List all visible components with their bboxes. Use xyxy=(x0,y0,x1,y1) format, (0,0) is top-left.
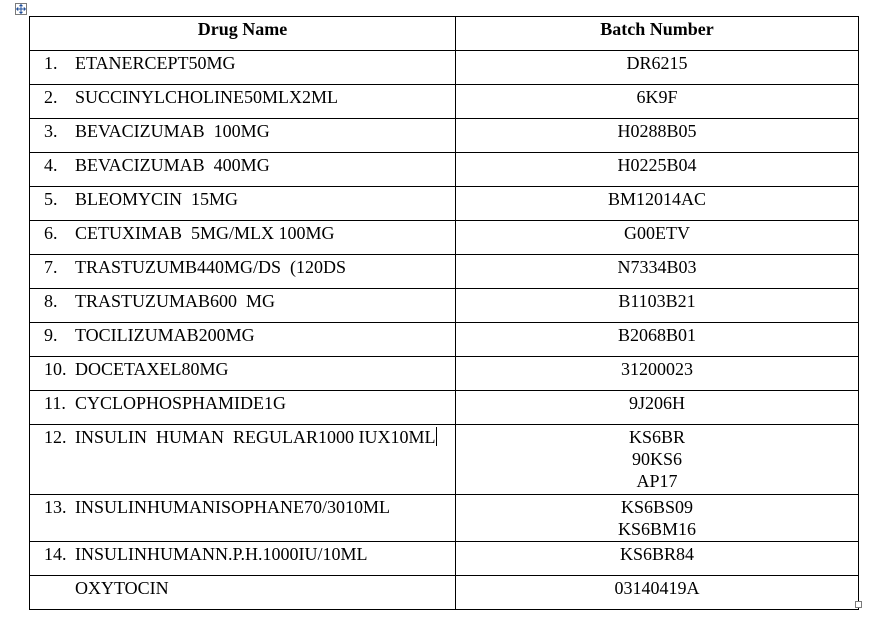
row-number: 7. xyxy=(44,257,58,277)
batch-number-text: G00ETV xyxy=(624,223,690,243)
batch-number-cell[interactable] xyxy=(456,357,859,391)
drug-name-cell[interactable] xyxy=(30,542,456,576)
batch-number-cell[interactable] xyxy=(456,289,859,323)
drug-name-cell[interactable] xyxy=(30,357,456,391)
drug-name-cell[interactable] xyxy=(30,495,456,542)
table-move-handle[interactable] xyxy=(15,3,27,15)
drug-name-text: SUCCINYLCHOLINE50MLX2ML xyxy=(75,87,338,107)
drug-name-text: INSULINHUMANN.P.H.1000IU/10ML xyxy=(75,544,368,564)
move-arrows-icon xyxy=(16,4,26,14)
row-number: 10. xyxy=(44,359,67,379)
batch-number-text: DR6215 xyxy=(626,53,688,73)
drug-name-cell[interactable] xyxy=(30,323,456,357)
table-row xyxy=(30,255,859,289)
batch-number-text: KS6BR84 xyxy=(619,544,695,564)
batch-number-cell[interactable] xyxy=(456,495,859,542)
drug-name-text: TOCILIZUMAB200MG xyxy=(75,325,255,345)
batch-number-cell[interactable] xyxy=(456,542,859,576)
row-number: 12. xyxy=(44,427,67,447)
drug-name-text: BEVACIZUMAB 400MG xyxy=(75,155,270,175)
row-number: 3. xyxy=(44,121,58,141)
batch-number-cell[interactable] xyxy=(456,576,859,610)
drug-name-cell[interactable] xyxy=(30,425,456,495)
batch-number-cell[interactable] xyxy=(456,119,859,153)
drug-name-text: CETUXIMAB 5MG/MLX 100MG xyxy=(75,223,335,243)
text-cursor xyxy=(436,427,437,446)
table-resize-handle[interactable] xyxy=(855,601,862,608)
batch-number-text: B2068B01 xyxy=(617,325,696,345)
batch-number-text: KS6BS09 xyxy=(620,497,694,517)
batch-number-cell[interactable] xyxy=(456,51,859,85)
drug-batch-table xyxy=(29,16,859,610)
row-number: 8. xyxy=(44,291,58,311)
drug-name-cell[interactable] xyxy=(30,153,456,187)
batch-number-text: 90KS6 xyxy=(631,449,682,469)
drug-name-cell[interactable] xyxy=(30,119,456,153)
row-number: 14. xyxy=(44,544,67,564)
batch-number-text: BM12014AC xyxy=(607,189,706,209)
table-row xyxy=(30,119,859,153)
drug-name-cell[interactable] xyxy=(30,255,456,289)
batch-number-cell[interactable] xyxy=(456,323,859,357)
drug-name-text: OXYTOCIN xyxy=(75,578,169,598)
row-number: 1. xyxy=(44,53,58,73)
drug-name-cell[interactable] xyxy=(30,187,456,221)
row-number: 9. xyxy=(44,325,58,345)
drug-name-text: DOCETAXEL80MG xyxy=(75,359,229,379)
table-row xyxy=(30,357,859,391)
drug-name-text: CYCLOPHOSPHAMIDE1G xyxy=(75,393,287,413)
batch-number-text: 6K9F xyxy=(636,87,678,107)
table-row xyxy=(30,495,859,542)
row-number: 13. xyxy=(44,497,67,517)
batch-number-cell[interactable] xyxy=(456,425,859,495)
batch-number-text: 03140419A xyxy=(614,578,700,598)
batch-number-text: N7334B03 xyxy=(617,257,697,277)
table-row xyxy=(30,51,859,85)
table-row xyxy=(30,542,859,576)
batch-number-text: H0225B04 xyxy=(617,155,697,175)
table-row xyxy=(30,576,859,610)
drug-name-text: BLEOMYCIN 15MG xyxy=(75,189,239,209)
batch-number-text: H0288B05 xyxy=(617,121,697,141)
table-row xyxy=(30,153,859,187)
batch-number-text: KS6BM16 xyxy=(617,519,697,539)
drug-name-cell[interactable] xyxy=(30,576,456,610)
batch-number-text: AP17 xyxy=(636,471,678,491)
drug-name-text: TRASTUZUMAB600 MG xyxy=(75,291,276,311)
batch-number-cell[interactable] xyxy=(456,391,859,425)
table-row xyxy=(30,391,859,425)
batch-number-cell[interactable] xyxy=(456,255,859,289)
drug-name-cell[interactable] xyxy=(30,289,456,323)
table-row xyxy=(30,425,859,495)
table-row xyxy=(30,85,859,119)
row-number: 5. xyxy=(44,189,58,209)
drug-name-cell[interactable] xyxy=(30,51,456,85)
row-number: 6. xyxy=(44,223,58,243)
batch-number-text: 9J206H xyxy=(628,393,685,413)
header-batch-number[interactable]: Batch Number xyxy=(456,17,859,51)
row-number: 2. xyxy=(44,87,58,107)
header-drug-name[interactable]: Drug Name xyxy=(30,17,456,51)
table-row xyxy=(30,323,859,357)
table-row xyxy=(30,221,859,255)
drug-name-text: TRASTUZUMB440MG/DS (120DS xyxy=(75,257,347,277)
batch-number-text: KS6BR xyxy=(628,427,686,447)
drug-name-cell[interactable] xyxy=(30,391,456,425)
row-number: 11. xyxy=(44,393,66,413)
batch-number-cell[interactable] xyxy=(456,85,859,119)
drug-name-text: BEVACIZUMAB 100MG xyxy=(75,121,270,141)
row-number: 4. xyxy=(44,155,58,175)
batch-number-cell[interactable] xyxy=(456,153,859,187)
batch-number-cell[interactable] xyxy=(456,221,859,255)
drug-name-cell[interactable] xyxy=(30,221,456,255)
drug-name-text: INSULINHUMANISOPHANE70/3010ML xyxy=(75,497,390,517)
table-row xyxy=(30,187,859,221)
table-row xyxy=(30,289,859,323)
drug-name-text: INSULIN HUMAN REGULAR1000 IUX10ML xyxy=(75,427,436,447)
batch-number-text: 31200023 xyxy=(621,359,693,379)
batch-number-text: B1103B21 xyxy=(618,291,696,311)
drug-name-cell[interactable] xyxy=(30,85,456,119)
batch-number-cell[interactable] xyxy=(456,187,859,221)
header-row xyxy=(30,17,859,51)
drug-name-text: ETANERCEPT50MG xyxy=(75,53,236,73)
